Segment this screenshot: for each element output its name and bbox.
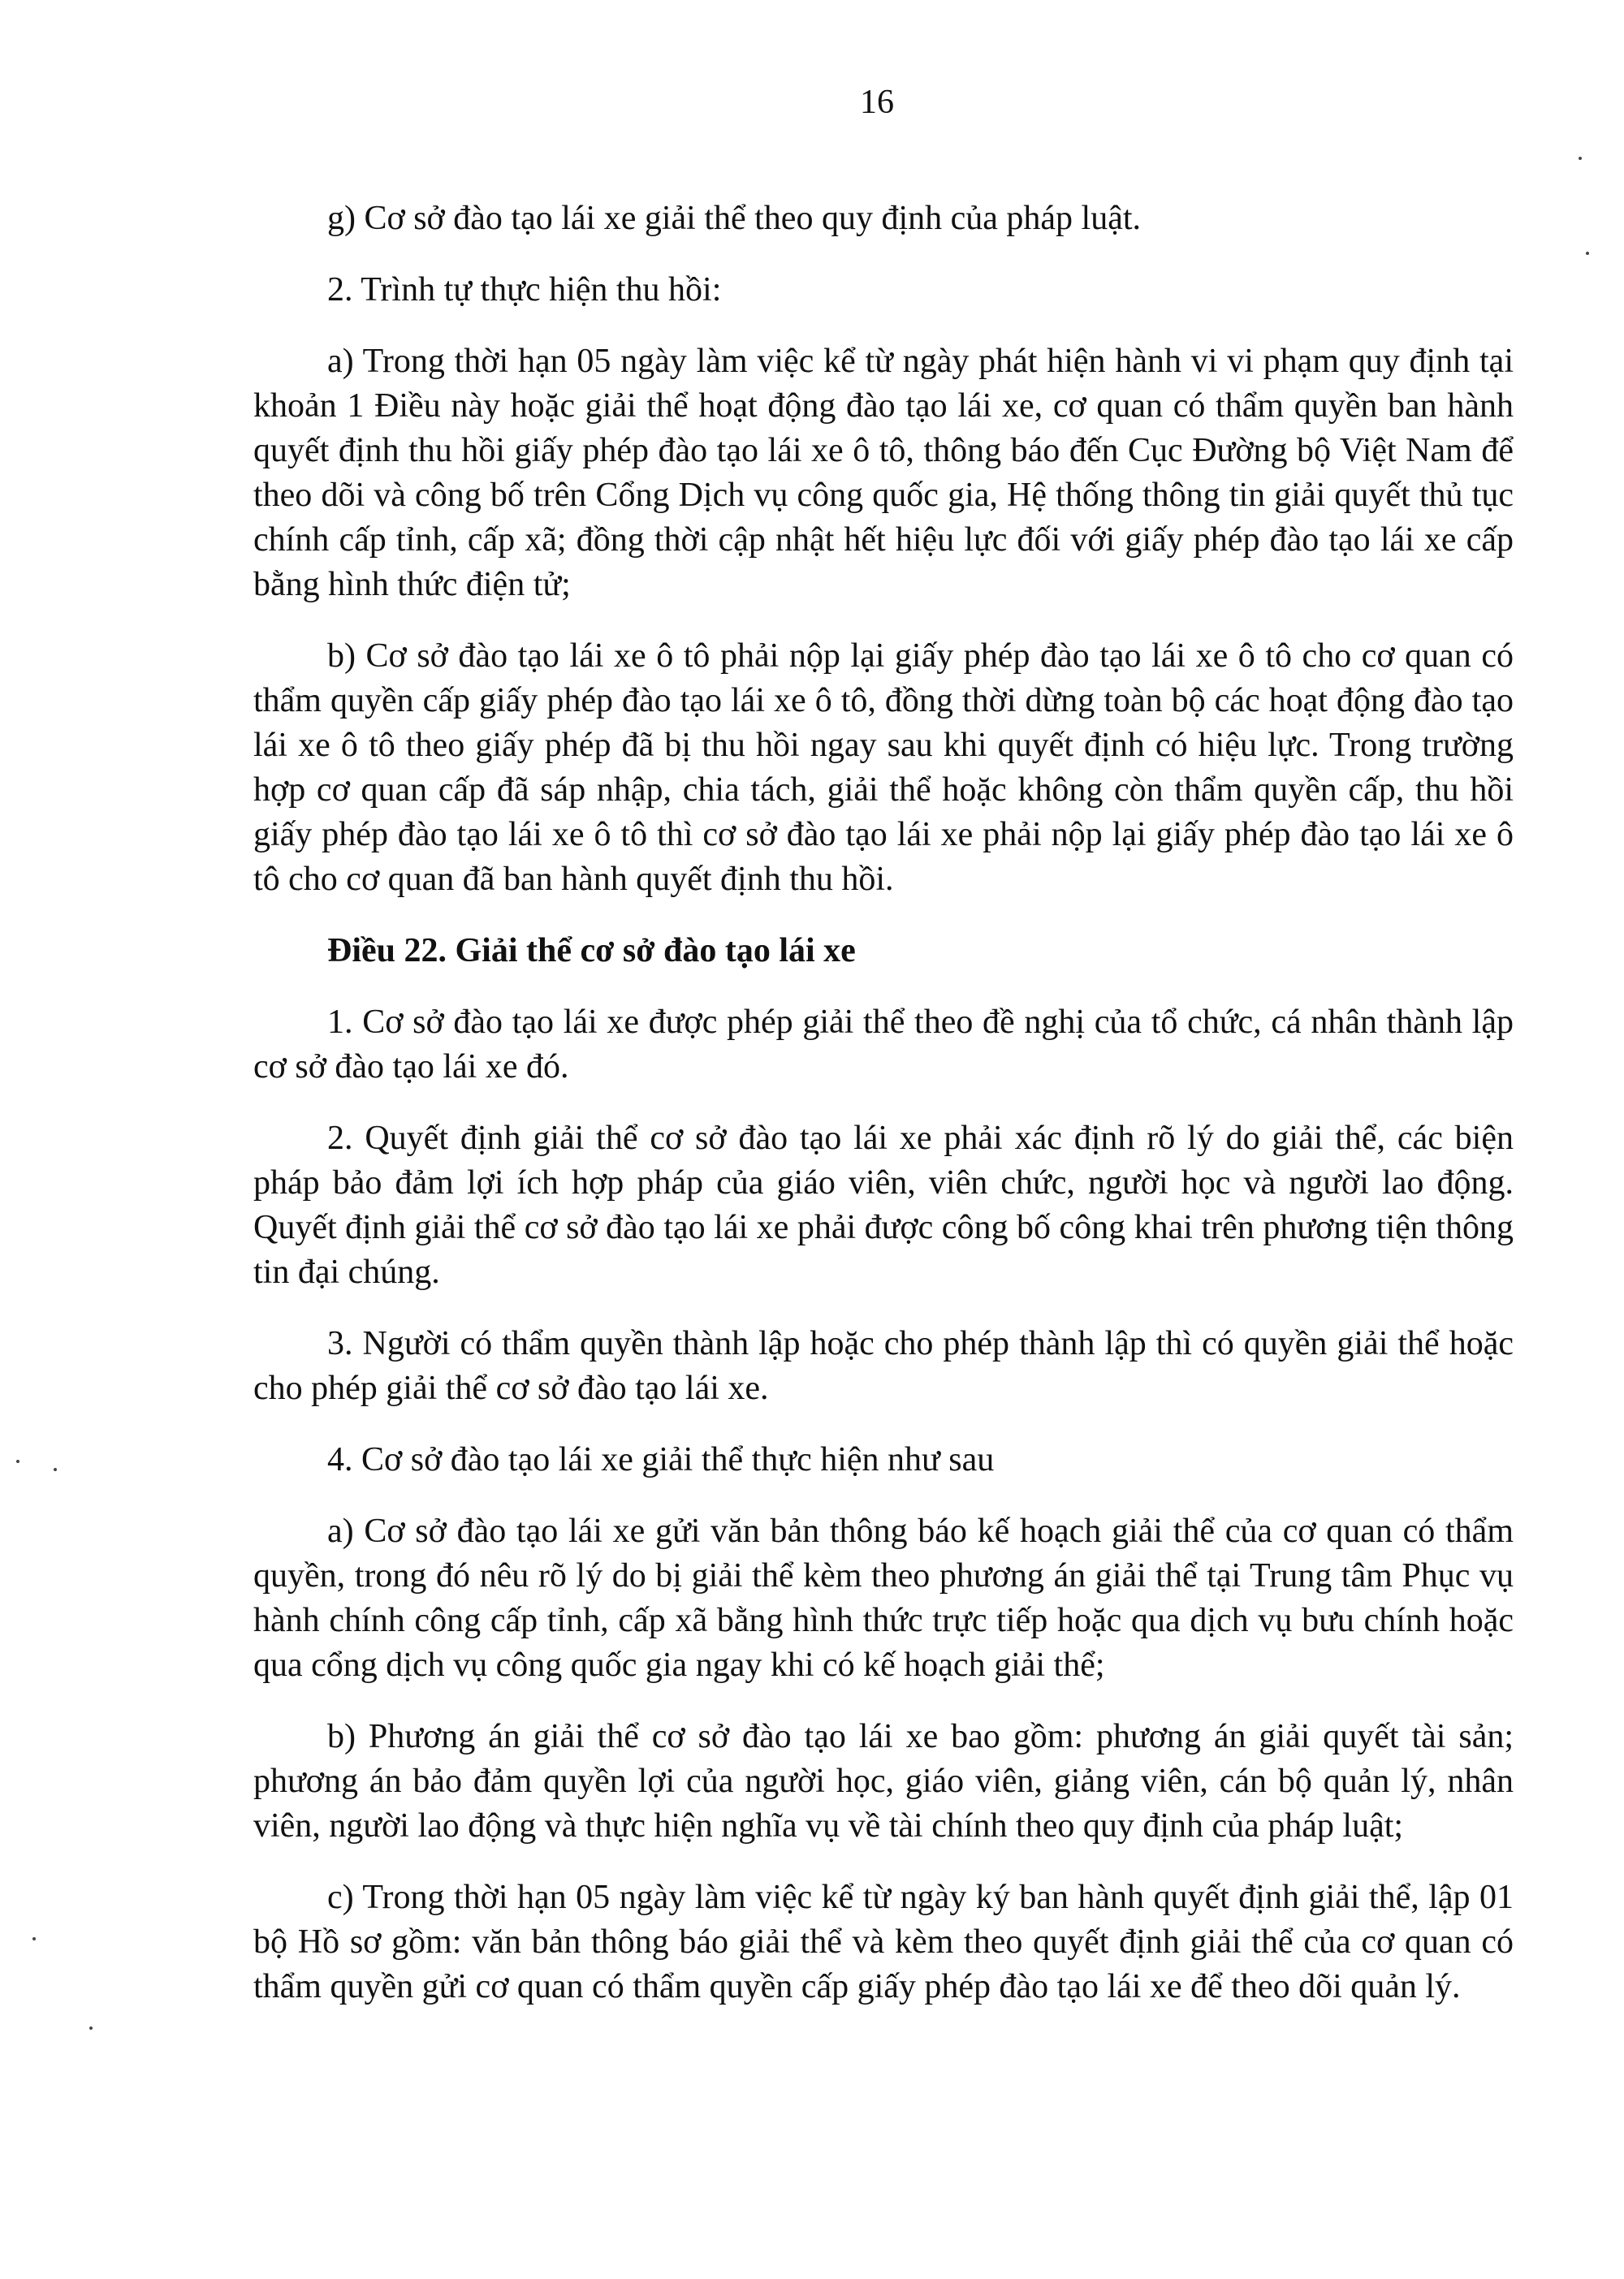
scan-speck	[16, 1460, 19, 1463]
article-22-clause-4a: a) Cơ sở đào tạo lái xe gửi văn bản thông báo kế hoạch giải thể của cơ quan có thẩm quyền, trong đó nêu rõ lý do bị giải thể kèm theo phương án giải thể tại Trung tâm Phục vụ hành chính công cấp tỉnh, cấp xã bằng hình thức trực tiếp hoặc qua dịch vụ bưu chính hoặc qua cổng dịch vụ công quốc gia ngay khi có kế hoạch giải thể;	[253, 1513, 1514, 1684]
article-22-clause-2: 2. Quyết định giải thể cơ sở đào tạo lái xe phải xác định rõ lý do giải thể, các biện pháp bảo đảm lợi ích hợp pháp của giáo viên, viên chức, người học và người lao động. Quyết định giải thể cơ sở đào tạo lái xe phải được công bố công khai trên phương tiện thông tin đại chúng.	[253, 1120, 1514, 1291]
article-22-clause-4b: b) Phương án giải thể cơ sở đào tạo lái xe bao gồm: phương án giải quyết tài sản; phương án bảo đảm quyền lợi của người học, giáo viên, giảng viên, cán bộ quản lý, nhân viên, người lao động và thực hiện nghĩa vụ về tài chính theo quy định của pháp luật;	[253, 1718, 1514, 1845]
scan-speck	[1586, 252, 1589, 255]
page-number: 16	[860, 84, 894, 121]
article-22-clause-1: 1. Cơ sở đào tạo lái xe được phép giải thể theo đề nghị của tổ chức, cá nhân thành lập cơ sở đào tạo lái xe đó.	[253, 1004, 1514, 1086]
article-22-heading: Điều 22. Giải thể cơ sở đào tạo lái xe	[327, 932, 856, 969]
article-22-clause-3: 3. Người có thẩm quyền thành lập hoặc cho phép thành lập thì có quyền giải thể hoặc cho phép giải thể cơ sở đào tạo lái xe.	[253, 1325, 1514, 1407]
paragraph-procedure-b: b) Cơ sở đào tạo lái xe ô tô phải nộp lại giấy phép đào tạo lái xe ô tô cho cơ quan có thẩm quyền cấp giấy phép đào tạo lái xe ô tô, đồng thời dừng toàn bộ các hoạt động đào tạo lái xe ô tô theo giấy phép đã bị thu hồi ngay sau khi quyết định có hiệu lực. Trong trường hợp cơ quan cấp đã sáp nhập, chia tách, giải thể hoặc không còn thẩm quyền cấp, thu hồi giấy phép đào tạo lái xe ô tô thì cơ sở đào tạo lái xe phải nộp lại giấy phép đào tạo lái xe ô tô cho cơ quan đã ban hành quyết định thu hồi.	[253, 637, 1514, 898]
document-body	[253, 196, 1514, 2036]
article-22-clause-4c: c) Trong thời hạn 05 ngày làm việc kể từ ngày ký ban hành quyết định giải thể, lập 01 bộ Hồ sơ gồm: văn bản thông báo giải thể và kèm theo quyết định giải thể của cơ quan có thẩm quyền gửi cơ quan có thẩm quyền cấp giấy phép đào tạo lái xe để theo dõi quản lý.	[253, 1879, 1514, 2005]
scan-speck	[89, 2026, 93, 2030]
paragraph-procedure-a: a) Trong thời hạn 05 ngày làm việc kể từ ngày phát hiện hành vi vi phạm quy định tại khoản 1 Điều này hoặc giải thể hoạt động đào tạo lái xe, cơ quan có thẩm quyền ban hành quyết định thu hồi giấy phép đào tạo lái xe ô tô, thông báo đến Cục Đường bộ Việt Nam để theo dõi và công bố trên Cổng Dịch vụ công quốc gia, Hệ thống thông tin giải quyết thủ tục chính cấp tỉnh, cấp xã; đồng thời cập nhật hết hiệu lực đối với giấy phép đào tạo lái xe cấp bằng hình thức điện tử;	[253, 343, 1514, 603]
scan-speck	[54, 1468, 57, 1471]
paragraph-revocation-procedure: 2. Trình tự thực hiện thu hồi:	[327, 271, 722, 309]
paragraph-g: g) Cơ sở đào tạo lái xe giải thể theo quy định của pháp luật.	[327, 200, 1142, 237]
article-22-clause-4: 4. Cơ sở đào tạo lái xe giải thể thực hiện như sau	[327, 1441, 995, 1478]
scan-speck	[1579, 157, 1582, 160]
scan-speck	[32, 1937, 36, 1940]
